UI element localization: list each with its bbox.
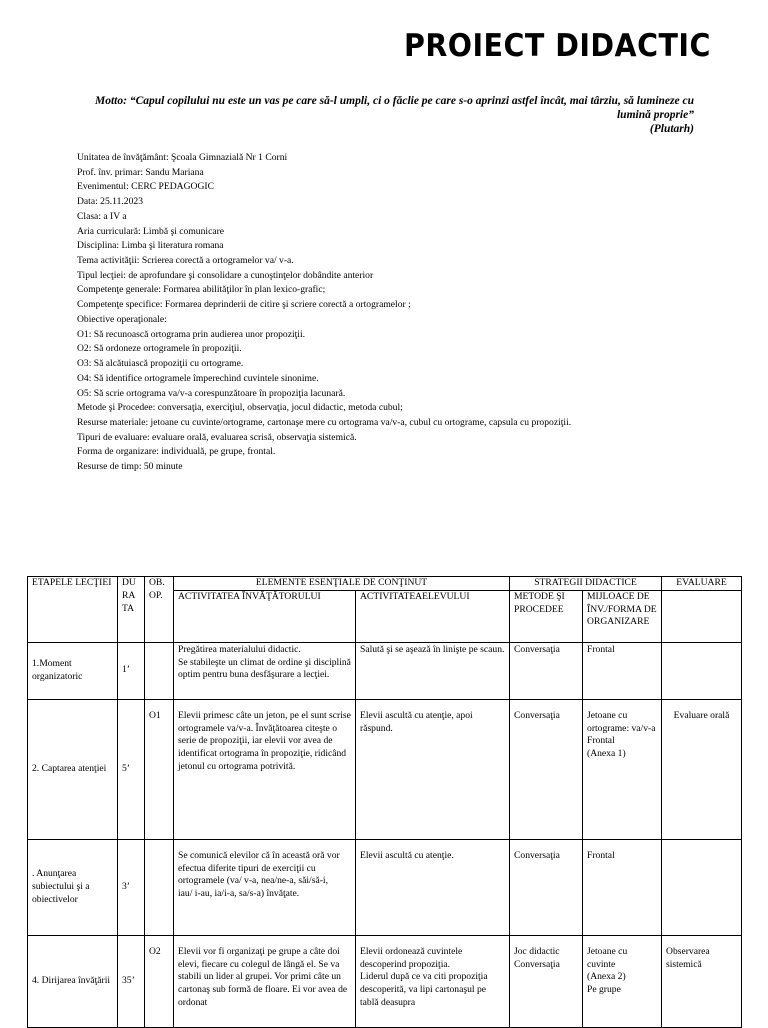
objective-cell [145, 839, 174, 935]
evaluation-cell [662, 839, 742, 935]
header-duration: DU RA TA [118, 577, 145, 643]
teacher-activity-cell: Elevii vor fi organizaţi pe grupe a câte doi elevi, fiecare cu colegul de lângă el. Se va stabili un lider al grupei. Vor primi câte un cartonaş sub formă de floare. Ei vor avea de ordonat [174, 935, 356, 1027]
info-line: Forma de organizare: individuală, pe grupe, frontal. [77, 446, 276, 458]
document-title: PROIECT DIDACTIC [404, 28, 711, 64]
header-stages: ETAPELE LECŢIEI [28, 577, 118, 643]
evaluation-cell: Evaluare orală [662, 699, 742, 839]
info-line: O4: Să identifice ortogramele împerechind cuvintele sinonime. [77, 372, 319, 384]
table-row [28, 935, 742, 1027]
info-line: O5: Să scrie ortograma va/v-a corespunzătoare în propoziţia lacunară. [77, 387, 346, 399]
motto-author: (Plutarh) [649, 123, 694, 135]
methods-cell: Conversaţia [510, 642, 583, 699]
student-activity-cell: Elevii ordonează cuvintele descoperind propoziţia. Liderul după ce va citi propoziţia descoperită, va lipi cartonaşul pe tablă deasupra [356, 935, 510, 1027]
methods-cell: Conversaţia [510, 839, 583, 935]
info-line: Tema activităţii: Scrierea corectă a ortogramelor va/ v-a. [77, 255, 294, 267]
teacher-activity-cell: Elevii primesc câte un jeton, pe el sunt scrise ortogramele va/v-a. Învăţătoarea citeşte o serie de propoziţii, iar elevii vor avea de identificat ortograma în propoziţie, ridicând jetonul cu ortograma potrivită. [174, 699, 356, 839]
header-evaluation: EVALUARE [662, 577, 742, 591]
duration-cell: 35’ [118, 935, 145, 1027]
header-objectives: OB. OP. [145, 577, 174, 643]
header-methods: METODE ŞI PROCEDEE [510, 590, 583, 642]
info-line: Prof. înv. primar: Sandu Mariana [77, 166, 204, 178]
means-cell: Frontal [583, 839, 662, 935]
info-line: O1: Să recunoască ortograma prin audierea unor propoziţii. [77, 328, 306, 340]
evaluation-cell [662, 642, 742, 699]
info-line: Resurse de timp: 50 minute [77, 461, 183, 473]
table-row [28, 699, 742, 839]
header-content: ELEMENTE ESENŢIALE DE CONŢINUT [174, 577, 510, 591]
lesson-plan-table [27, 576, 742, 1028]
info-line: Obiective operaţionale: [77, 313, 167, 325]
lesson-info-block [77, 151, 697, 475]
info-line: O2: Să ordoneze ortogramele în propoziţii. [77, 343, 242, 355]
means-cell: Jetoane cu ortograme: va/v-a Frontal (Anexa 1) [583, 699, 662, 839]
objective-cell: O2 [145, 935, 174, 1027]
methods-cell: Conversaţia [510, 699, 583, 839]
info-line: Evenimentul: CERC PEDAGOGIC [77, 181, 214, 193]
stage-cell: 1.Moment organizatoric [28, 642, 118, 699]
objective-cell [145, 642, 174, 699]
info-line: Disciplina: Limba şi literatura romana [77, 240, 224, 252]
info-line: O3: Să alcătuiască propoziţii cu ortograme. [77, 358, 244, 370]
methods-cell: Joc didactic Conversaţia [510, 935, 583, 1027]
stage-cell: 4. Dirijarea învăţării [28, 935, 118, 1027]
duration-cell: 3’ [118, 839, 145, 935]
info-line: Metode şi Procedee: conversaţia, exerciţiul, observaţia, jocul didactic, metoda cubul; [77, 402, 403, 414]
info-line: Aria curriculară: Limbă şi comunicare [77, 225, 225, 237]
teacher-activity-cell: Pregătirea materialului didactic. Se stabileşte un climat de ordine şi disciplină optim pentru buna desfăşurare a lecţiei. [174, 642, 356, 699]
duration-cell: 1’ [118, 642, 145, 699]
means-cell: Frontal [583, 642, 662, 699]
duration-cell: 5’ [118, 699, 145, 839]
header-students: ACTIVITATEAELEVULUI [356, 590, 510, 642]
info-line: Unitatea de învăţământ: Şcoala Gimnazială Nr 1 Corni [77, 152, 288, 163]
info-line: Clasa: a IV a [77, 210, 127, 222]
info-line: Tipul lecţiei: de aprofundare şi consolidare a cunoştinţelor dobândite anterior [77, 269, 374, 281]
stage-cell: 2. Captarea atenţiei [28, 699, 118, 839]
info-line: Competenţe specifice: Formarea deprinderii de citire şi scriere corectă a ortogramelor ; [77, 299, 411, 311]
motto [80, 94, 694, 136]
table-row [28, 839, 742, 935]
evaluation-cell: Observarea sistemică [662, 935, 742, 1027]
teacher-activity-cell: Se comunică elevilor că în această oră vor efectua diferite tipuri de exerciţii cu ortogramele (va/ v-a, nea/ne-a, săi/să-i, iau/ i-au, ia/i-a, sa/s-a) învăţate. [174, 839, 356, 935]
header-teacher: ACTIVITATEA ÎNVĂŢĂTORULUI [174, 590, 356, 642]
student-activity-cell: Elevii ascultă cu atenţie, apoi răspund. [356, 699, 510, 839]
info-line: Competenţe generale: Formarea abilităţilor în plan lexico-grafic; [77, 284, 326, 296]
info-line: Tipuri de evaluare: evaluare orală, evaluarea scrisă, observaţia sistemică. [77, 431, 357, 443]
header-evaluation-empty [662, 590, 742, 642]
objective-cell: O1 [145, 699, 174, 839]
student-activity-cell: Elevii ascultă cu atenţie. [356, 839, 510, 935]
header-strategies: STRATEGII DIDACTICE [510, 577, 662, 591]
info-line: Data: 25.11.2023 [77, 196, 143, 208]
motto-text: Motto: “Capul copilului nu este un vas pe care să-l umpli, ci o făclie pe care s-o aprinzi astfel încât, mai târziu, să lumineze cu lumină proprie” [95, 95, 694, 121]
info-line: Resurse materiale: jetoane cu cuvinte/ortograme, cartonaşe mere cu ortograma va/v-a, cubul cu ortograme, capsula cu propoziţii. [77, 416, 572, 428]
stage-cell: . Anunţarea subiectului şi a obiectivelor [28, 839, 118, 935]
means-cell: Jetoane cu cuvinte (Anexa 2) Pe grupe [583, 935, 662, 1027]
student-activity-cell: Salută şi se aşează în linişte pe scaun. [356, 642, 510, 699]
header-means: MIJLOACE DE ÎNV./FORMA DE ORGANIZARE [583, 590, 662, 642]
table-row [28, 642, 742, 699]
